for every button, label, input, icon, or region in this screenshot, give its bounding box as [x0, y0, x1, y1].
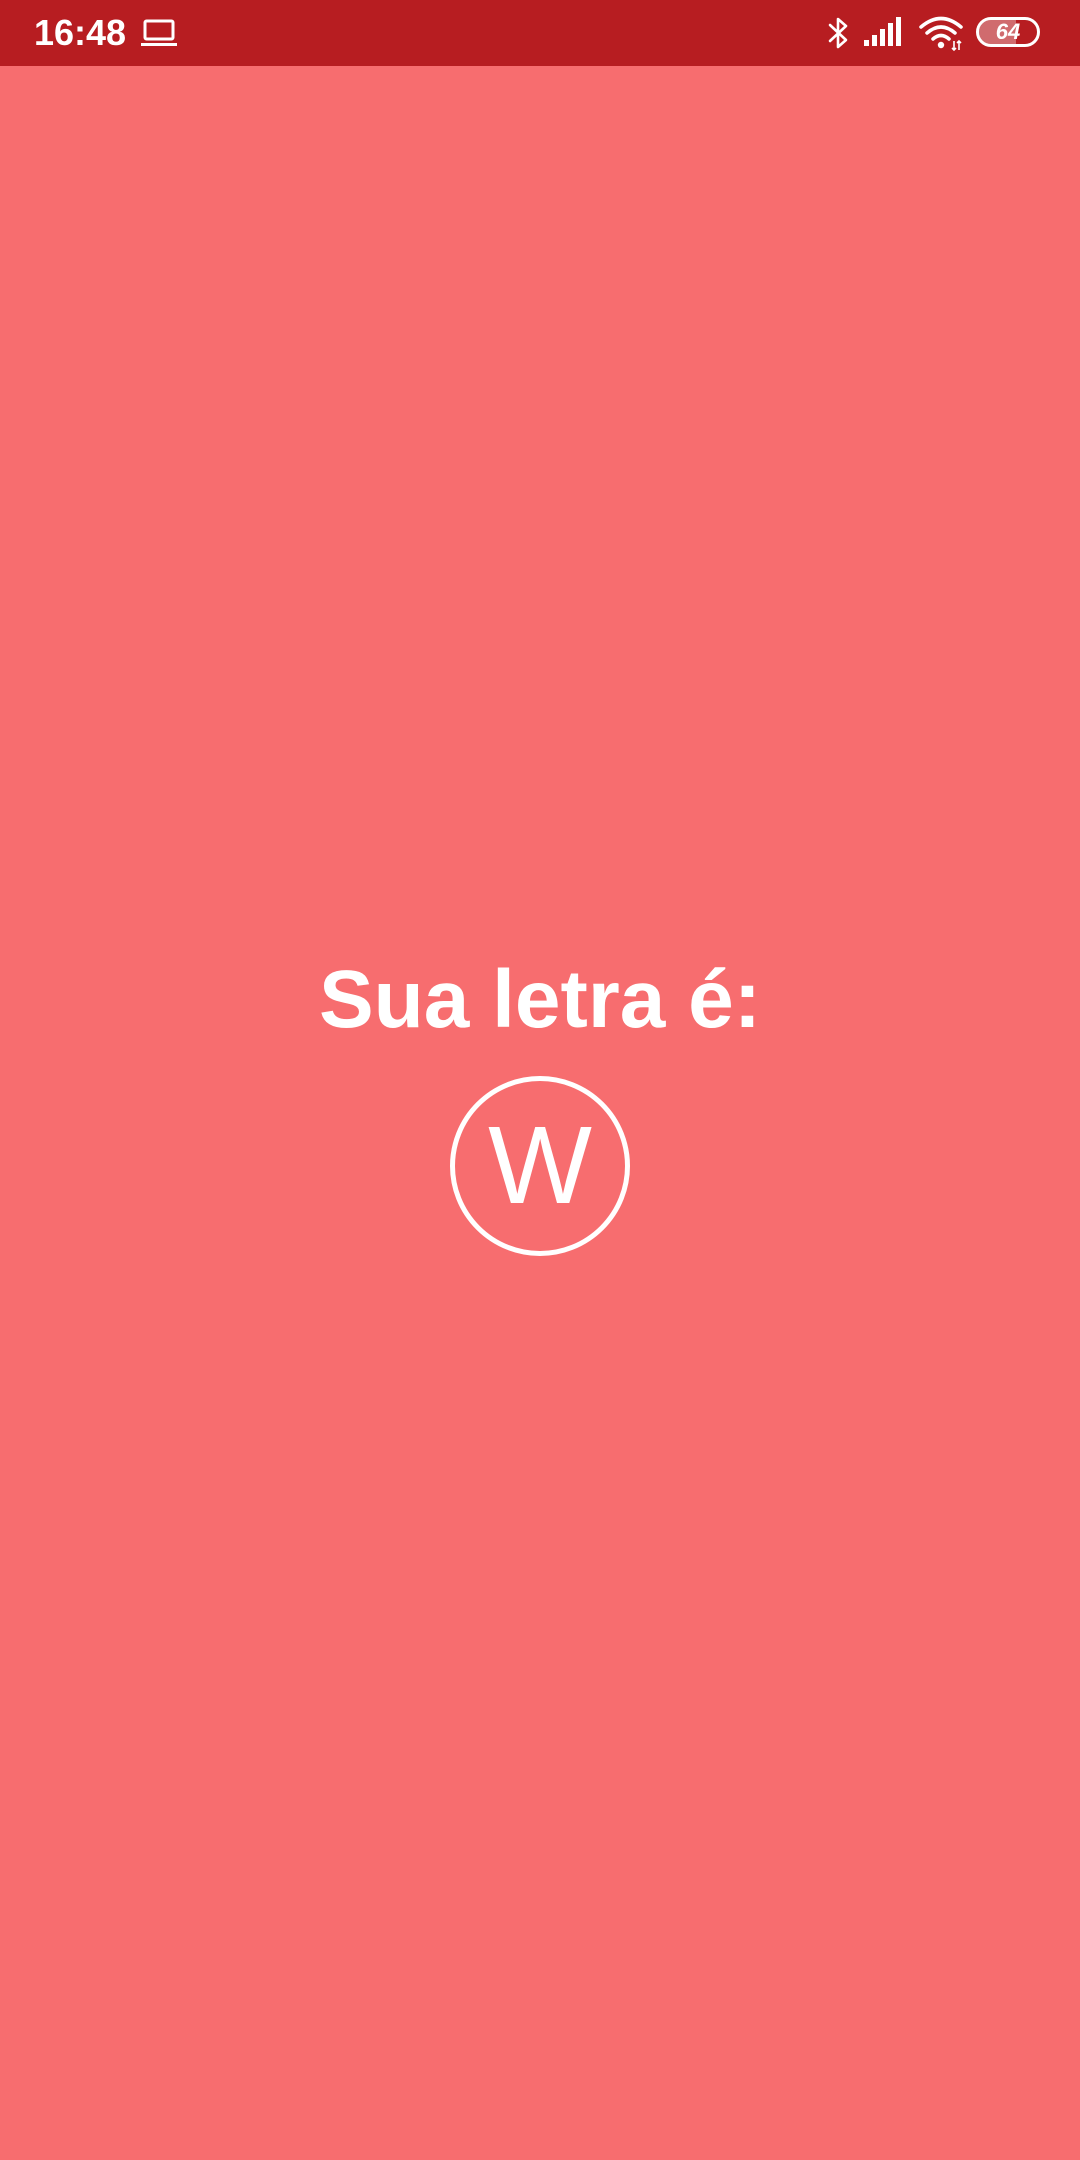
letter-circle — [450, 1076, 630, 1256]
letter-prompt: Sua letra é: — [318, 954, 762, 1045]
battery-level: 64 — [995, 19, 1021, 44]
bluetooth-icon — [826, 16, 852, 50]
signal-icon — [862, 16, 904, 48]
laptop-icon — [140, 18, 178, 48]
status-time: 16:48 — [34, 12, 127, 53]
battery-icon — [976, 17, 1040, 47]
wifi-icon — [918, 16, 964, 52]
drawn-letter: W — [488, 1104, 592, 1227]
status-bar — [0, 0, 1080, 66]
